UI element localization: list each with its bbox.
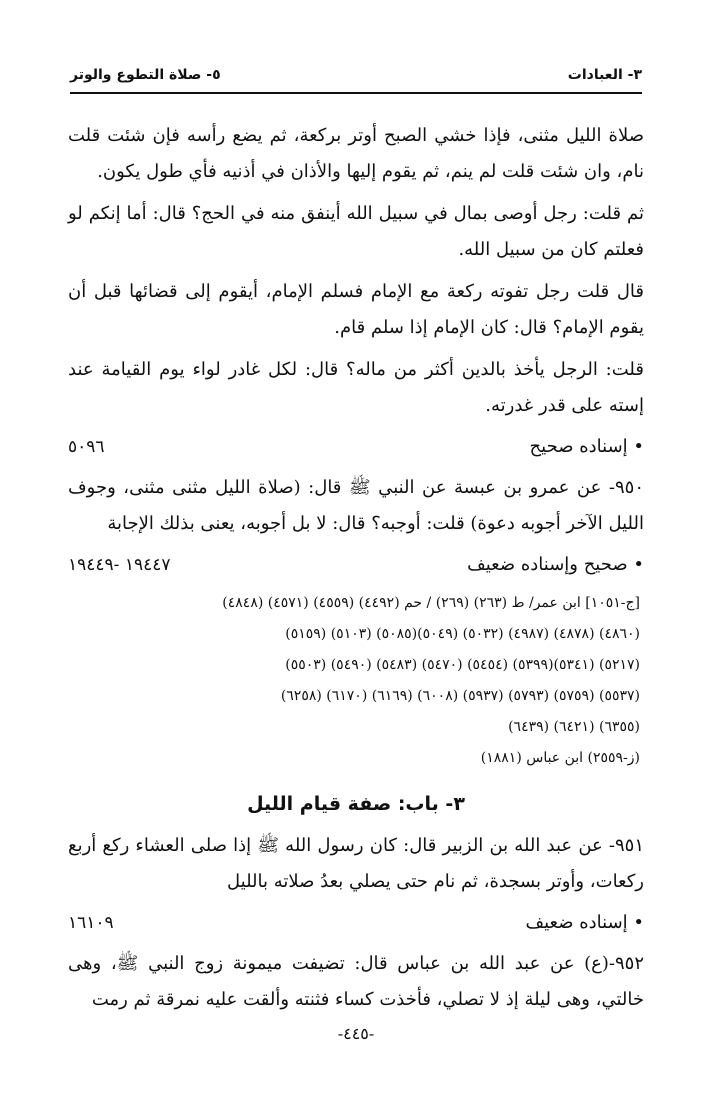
paragraph-3: قال قلت رجل تفوته ركعة مع الإمام فسلم الإمام، أيقوم إلى قضائها قبل أن يقوم الإمام؟ قال: كان الإمام إذا سلم قام. [68,281,644,338]
paragraph-1: صلاة الليل مثنى، فإذا خشي الصبح أوتر بركعة، ثم يضع رأسه فإن شئت قلت نام، وان شئت قلت لم ينم، ثم يقوم إليها والأذان في أذنيه فأي طول يكون. [68,125,644,182]
references-block [68,588,644,774]
header-book-section: ٣- العبادات [567,67,642,83]
grading-line-1 [68,430,644,464]
hadith-952: ٩٥٢-(ع) عن عبد الله بن عباس قال: تضيفت ميمونة زوج النبي ﷺ، وهى خالتي، وهى ليلة إذ لا تصلي، فأخذت كساء فثنته وألقت عليه نمرقة ثم رمت [68,953,644,1010]
reference-line: (٦٣٥٥) (٦٤٢١) (٦٤٣٩) [508,719,640,735]
reference-line: (٥٥٣٧) (٥٧٥٩) (٥٧٩٣) (٥٩٣٧) (٦٠٠٨) (٦١٦٩) (٦١٧٠) (٦٢٥٨) [280,688,640,704]
reference-line: [ج-١٠٥١] ابن عمر/ ط (٢٦٣) (٢٦٩) / حم (٤٤٩٢) (٤٥٥٩) (٤٥٧١) (٤٨٤٨) [222,595,640,611]
grading-line-2 [68,548,644,582]
page-number: -٤٤٥- [337,1024,375,1043]
page-body [68,118,644,1024]
reference-line: (٤٨٦٠) (٤٨٧٨) (٤٩٨٧) (٥٠٣٢) (٥٠٤٩)(٥٠٨٥) (٥١٠٣) (٥١٥٩) [285,626,640,642]
grading-label: • إسناده ضعيف [525,906,644,940]
hadith-950: ٩٥٠- عن عمرو بن عبسة عن النبي ﷺ قال: (صلاة الليل مثنى مثنى، وجوف الليل الآخر أجوبه دعوة) قلت: أوجبه؟ قال: لا بل أجوبه، يعنى بذلك الإجابة [68,477,644,534]
grading-label: • صحيح وإسناده ضعيف [467,548,644,582]
running-header [70,58,642,94]
grading-line-3 [68,906,644,940]
grading-number: ١٦١٠٩ [68,913,114,933]
hadith-951: ٩٥١- عن عبد الله بن الزبير قال: كان رسول الله ﷺ إذا صلى العشاء ركع أربع ركعات، وأوتر بسجدة، ثم نام حتى يصلي بعدُ صلاته بالليل [68,835,644,892]
reference-line: (٥٢١٧) (٥٣٤١)(٥٣٩٩) (٥٤٥٤) (٥٤٧٠) (٥٤٨٣) (٥٤٩٠) (٥٥٠٣) [285,657,640,673]
header-chapter-title: ٥- صلاة التطوع والوتر [70,67,221,83]
reference-line: (ز-٢٥٥٩) ابن عباس (١٨٨١) [480,750,640,766]
paragraph-4: قلت: الرجل يأخذ بالدين أكثر من ماله؟ قال: لكل غادر لواء يوم القيامة عند إسته على قدر غدرته. [68,359,644,416]
grading-number: ١٩٤٤٧ -١٩٤٤٩ [68,555,171,575]
grading-number: ٥٠٩٦ [68,437,105,457]
grading-label: • إسناده صحيح [530,430,644,464]
chapter-heading: ٣- باب: صفة قيام الليل [247,793,465,815]
paragraph-2: ثم قلت: رجل أوصى بمال في سبيل الله أينفق منه في الحج؟ قال: أما إنكم لو فعلتم كان من سبيل الله. [68,203,644,260]
